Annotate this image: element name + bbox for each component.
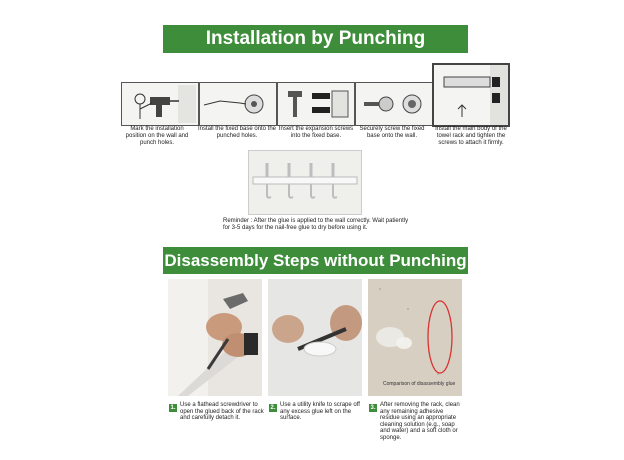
disassembly-step2-text: Use a utility knife to scrape off any excess glue left on the surface. (280, 402, 360, 422)
step1-caption: Mark the installation position on the wall and punch holes. (125, 126, 189, 146)
step4-screw-base-image (355, 82, 433, 126)
reminder-note: Reminder : After the glue is applied to the wall correctly. Wait patiently for 3-5 days for the nail-free glue to dry before using it. (223, 218, 409, 231)
glue-comparison-label: Comparison of disassembly glue (383, 381, 456, 387)
installation-title: Installation by Punching (163, 25, 468, 53)
disassembly-step3-text: After removing the rack, clean any remaining adhesive residue using an appropriate cleaning solution (e.g., soap and water) and a soft cloth or sponge. (380, 402, 460, 441)
disassembly-title: Disassembly Steps without Punching (163, 247, 468, 274)
step5-caption: Install the main body of the towel rack and tighten the screws to attach it firmly. (435, 126, 507, 146)
step2-caption: Install the fixed base onto the punched holes. (197, 126, 277, 139)
step2-base-image (199, 82, 277, 126)
step1-drill-image (121, 82, 199, 126)
glued-hooks-photo (248, 150, 362, 215)
step5-mount-image (432, 63, 510, 127)
step3-number-badge: 3. (370, 405, 376, 411)
step2-number-badge: 2. (270, 405, 276, 411)
screwdriver-photo (168, 279, 262, 396)
glue-comparison-photo (368, 279, 462, 396)
disassembly-step1-text: Use a flathead screwdriver to open the glued back of the rack and carefully detach it. (180, 402, 264, 422)
step3-caption: Insert the expansion screws into the fixed base. (278, 126, 354, 139)
step3-screws-image (277, 82, 355, 126)
step4-caption: Securely screw the fixed base onto the wall. (359, 126, 425, 139)
utility-knife-photo (268, 279, 362, 396)
step1-number-badge: 1. (170, 405, 176, 411)
